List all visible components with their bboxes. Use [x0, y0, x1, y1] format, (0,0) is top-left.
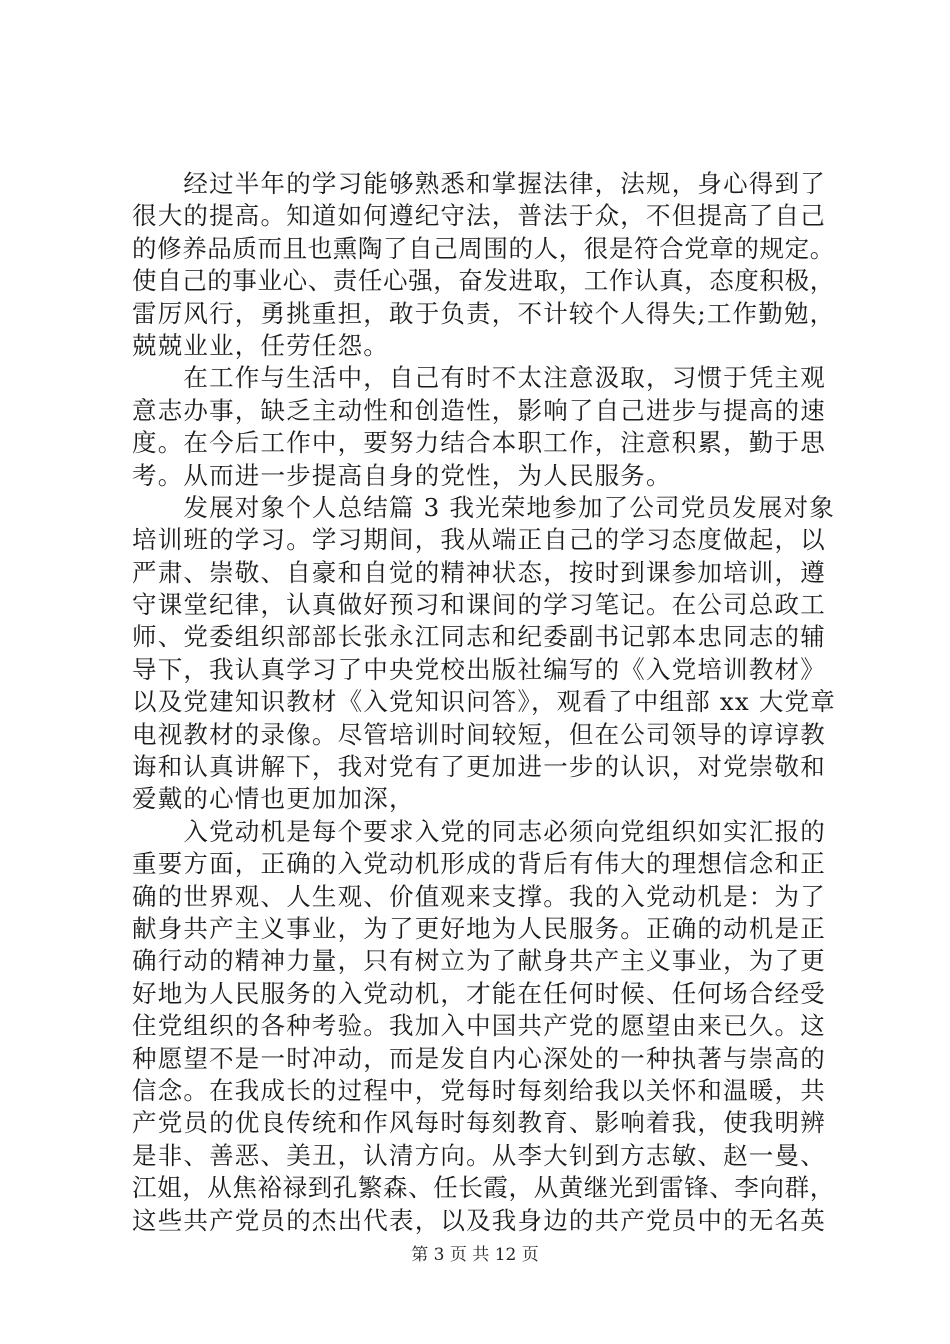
text-line: 是非、善恶、美丑，认清方向。从李大钊到方志敏、赵一曼、 [132, 1140, 826, 1170]
text-line: 使自己的事业心、责任心强，奋发进取，工作认真，态度积极， [132, 266, 835, 296]
text-line: 确行动的精神力量，只有树立为了献身共产主义事业，为了更 [132, 946, 826, 976]
text-line: 确的世界观、人生观、价值观来支撑。我的入党动机是：为了 [132, 881, 826, 911]
text-line: 产党员的优良传统和作风每时每刻教育、影响着我，使我明辨 [132, 1108, 826, 1138]
text-line: 培训班的学习。学习期间，我从端正自己的学习态度做起，以 [132, 525, 826, 555]
page-footer: 第 3 页 共 12 页 [411, 1245, 539, 1265]
document-body [132, 168, 836, 1237]
text-line: 这些共产党员的杰出代表，以及我身边的共产党员中的无名英 [132, 1205, 826, 1235]
text-line: 在工作与生活中，自己有时不太注意汲取，习惯于凭主观 [132, 363, 826, 393]
text-line: 种愿望不是一时冲动，而是发自内心深处的一种执著与崇高的 [132, 1043, 826, 1073]
text-line: 的修养品质而且也熏陶了自己周围的人，很是符合党章的规定。 [132, 233, 835, 263]
text-line: 导下，我认真学习了中央党校出版社编写的《入党培训教材》 [132, 654, 826, 684]
text-line: 很大的提高。知道如何遵纪守法，普法于众，不但提高了自己 [132, 201, 826, 231]
text-line: 经过半年的学习能够熟悉和掌握法律，法规，身心得到了 [132, 169, 826, 198]
text-line: 以及党建知识教材《入党知识问答》，观看了中组部 xx 大党章 [132, 687, 836, 717]
text-line: 严肃、崇敬、自豪和自觉的精神状态，按时到课参加培训，遵 [132, 557, 826, 587]
text-line: 发展对象个人总结篇 3 我光荣地参加了公司党员发展对象 [132, 492, 835, 522]
text-line: 献身共产主义事业，为了更好地为人民服务。正确的动机是正 [132, 913, 826, 943]
text-line: 电视教材的录像。尽管培训时间较短，但在公司领导的谆谆教 [132, 719, 826, 749]
text-line: 师、党委组织部部长张永江同志和纪委副书记郭本忠同志的辅 [132, 622, 826, 652]
text-line: 守课堂纪律，认真做好预习和课间的学习笔记。在公司总政工 [132, 590, 826, 620]
text-line: 住党组织的各种考验。我加入中国共产党的愿望由来已久。这 [132, 1011, 826, 1041]
text-line: 重要方面，正确的入党动机形成的背后有伟大的理想信念和正 [132, 849, 826, 879]
text-line: 度。在今后工作中，要努力结合本职工作，注意积累，勤于思 [132, 428, 826, 458]
text-line: 江姐，从焦裕禄到孔繁森、任长霞，从黄继光到雷锋、李向群， [132, 1173, 835, 1203]
text-line: 入党动机是每个要求入党的同志必须向党组织如实汇报的 [132, 816, 826, 846]
text-line: 雷厉风行，勇挑重担，敢于负责，不计较个人得失;工作勤勉， [132, 298, 836, 328]
text-line: 考。从而进一步提高自身的党性，为人民服务。 [132, 460, 672, 490]
text-line: 兢兢业业，任劳任怨。 [132, 330, 389, 360]
text-line: 意志办事，缺乏主动性和创造性，影响了自己进步与提高的速 [132, 395, 826, 425]
text-line: 信念。在我成长的过程中，党每时每刻给我以关怀和温暖，共 [132, 1075, 826, 1105]
text-line: 好地为人民服务的入党动机，才能在任何时候、任何场合经受 [132, 978, 826, 1008]
text-line: 爱戴的心情也更加加深， [132, 784, 415, 814]
text-line: 诲和认真讲解下，我对党有了更加进一步的认识，对党崇敬和 [132, 752, 826, 782]
